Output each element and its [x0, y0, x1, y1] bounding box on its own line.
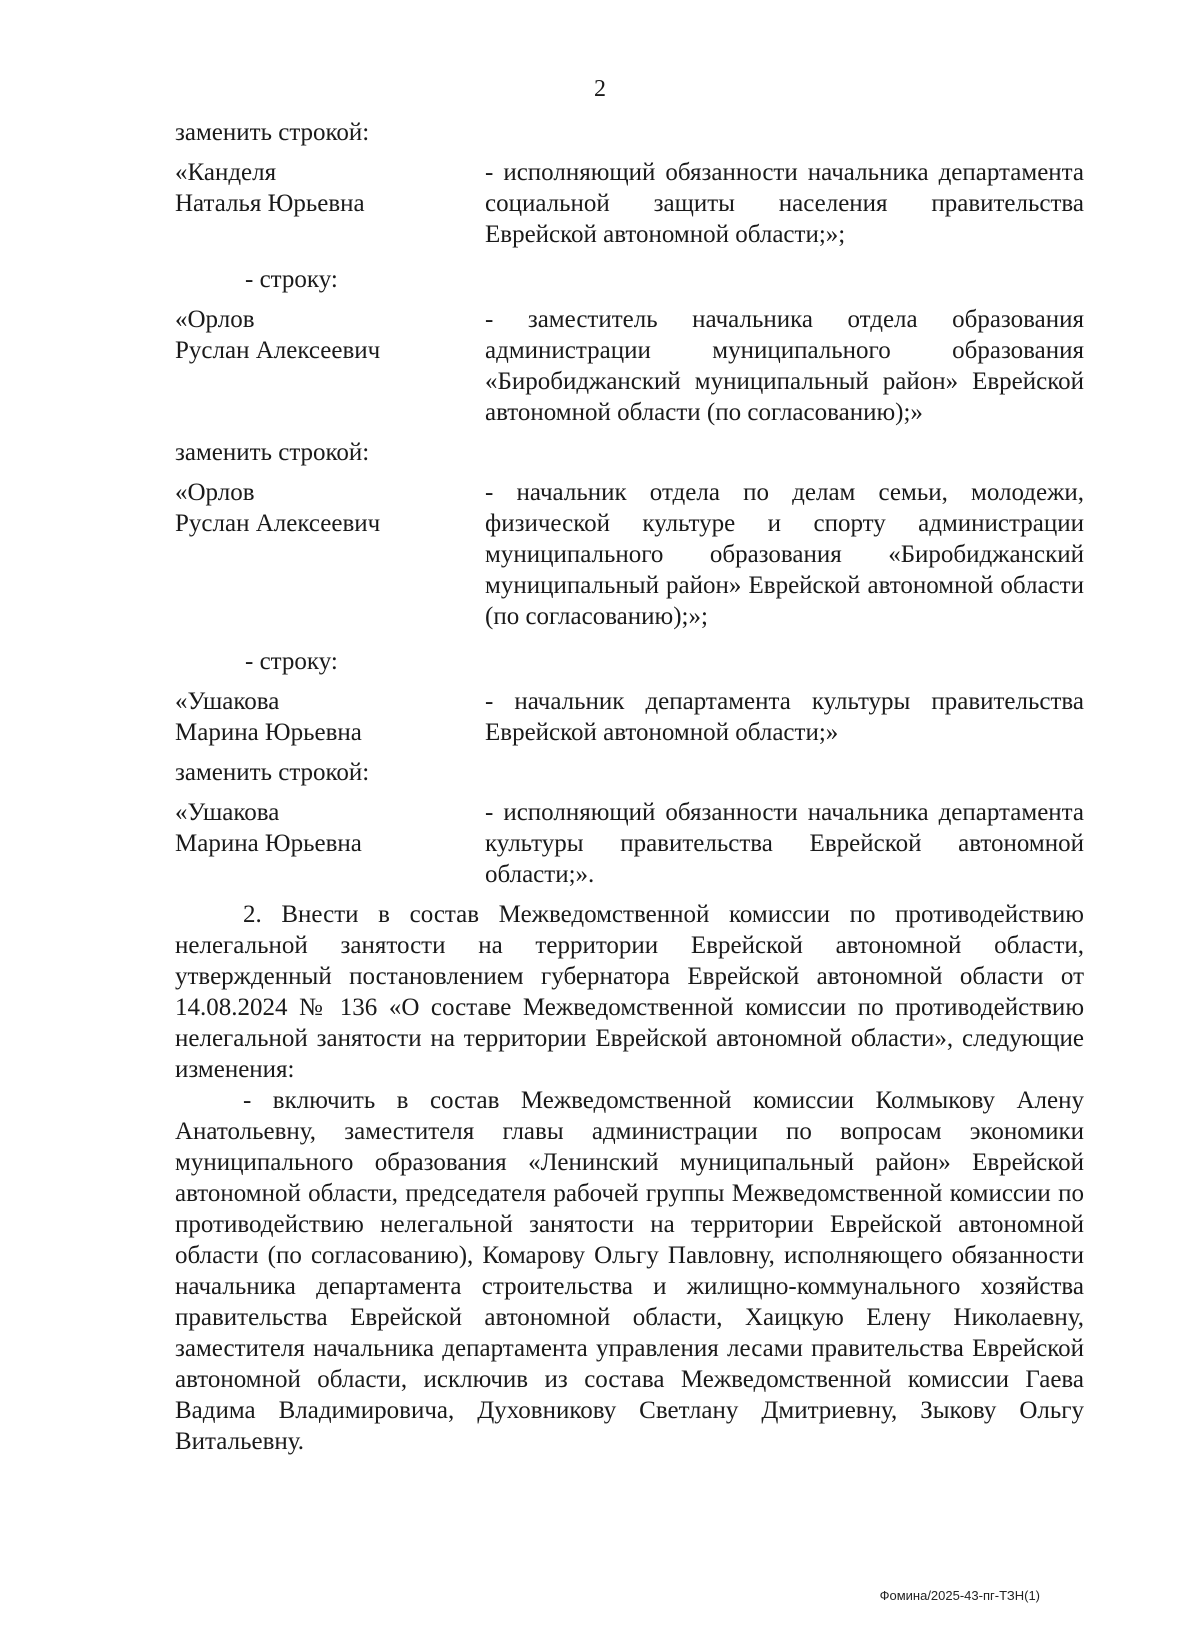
document-reference-code: Фомина/2025-43-пг-ТЗН(1) — [879, 1588, 1040, 1603]
person-surname: «Канделя — [175, 159, 277, 186]
position-description: - заместитель начальника отдела образования администрации муниципального образования «Биробиджанский муниципальный район» Еврейской автономной области (по согласованию);» — [485, 306, 1084, 426]
entry-orlov-old — [175, 304, 1084, 428]
person-given-names: Руслан Алексеевич — [175, 510, 381, 537]
person-surname: «Орлов — [175, 306, 255, 333]
line-label: - строку: — [245, 266, 338, 293]
person-name — [175, 797, 485, 890]
person-surname: «Орлов — [175, 479, 255, 506]
replace-with-label: заменить строкой: — [175, 119, 370, 146]
paragraph-include-members: - включить в состав Межведомственной комиссии Колмыкову Алену Анатольевну, заместителя главы администрации по вопросам экономики муниципального образования «Ленинский муниципальный район» Еврейской автономной области, председателя рабочей группы Межведомственной комиссии по противодействию нелегальной занятости на территории Еврейской автономной области (по согласованию), Комарову Ольгу Павловну, исполняющего обязанности начальника департамента строительства и жилищно-коммунального хозяйства правительства Еврейской автономной области, Хаицкую Елену Николаевну, заместителя начальника департамента управления лесами правительства Еврейской автономной области, исключив из состава Межведомственной комиссии Гаева Вадима Владимировича, Духовникову Светлану Дмитриевну, Зыкову Ольгу Витальевну. — [175, 1087, 1084, 1455]
line-label: - строку: — [245, 648, 338, 675]
entry-ushakova-old — [175, 686, 1084, 748]
replace-with-label: заменить строкой: — [175, 439, 370, 466]
page-number: 2 — [594, 76, 606, 102]
position-description: - начальник департамента культуры правительства Еврейской автономной области;» — [485, 688, 1084, 746]
person-surname: «Ушакова — [175, 688, 280, 715]
person-surname: «Ушакова — [175, 799, 280, 826]
person-given-names: Марина Юрьевна — [175, 830, 362, 857]
entry-kandelya — [175, 157, 1084, 250]
person-given-names: Марина Юрьевна — [175, 719, 362, 746]
person-given-names: Руслан Алексеевич — [175, 337, 381, 364]
position-description: - начальник отдела по делам семьи, молодежи, физической культуре и спорту администрации муниципального образования «Биробиджанский муниципальный район» Еврейской автономной области (по согласованию);»; — [485, 479, 1084, 630]
paragraph-item-2: 2. Внести в состав Межведомственной комиссии по противодействию нелегальной занятости на территории Еврейской автономной области, утвержденный постановлением губернатора Еврейской автономной области от 14.08.2024 № 136 «О составе Межведомственной комиссии по противодействию нелегальной занятости на территории Еврейской автономной области», следующие изменения: — [175, 901, 1084, 1083]
entry-orlov-new — [175, 477, 1084, 632]
person-given-names: Наталья Юрьевна — [175, 190, 365, 217]
document-body — [175, 117, 1084, 1457]
person-name — [175, 686, 485, 748]
person-name — [175, 157, 485, 250]
person-name — [175, 304, 485, 428]
entry-ushakova-new — [175, 797, 1084, 890]
position-description: - исполняющий обязанности начальника департамента социальной защиты населения правительства Еврейской автономной области;»; — [485, 159, 1084, 248]
position-description: - исполняющий обязанности начальника департамента культуры правительства Еврейской автономной области;». — [485, 799, 1084, 888]
person-name — [175, 477, 485, 632]
replace-with-label: заменить строкой: — [175, 759, 370, 786]
